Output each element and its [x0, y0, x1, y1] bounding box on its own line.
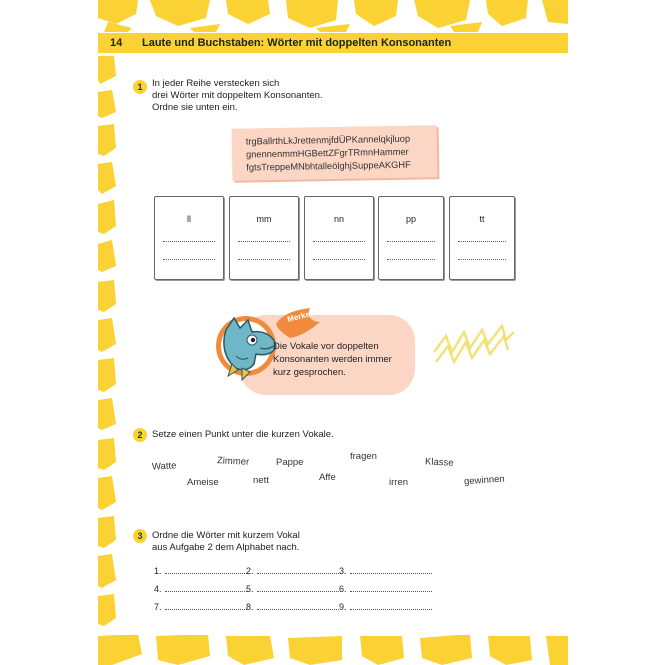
letter-row: gnennenmmHGBettZFgrTRmnHammer [245, 146, 409, 160]
word-ameise[interactable]: Ameise [187, 477, 219, 488]
answer-line[interactable] [387, 259, 435, 260]
answer-line[interactable] [257, 583, 339, 592]
card-label: nn [333, 214, 344, 224]
answer-row-5[interactable] [246, 583, 339, 594]
card-label: mm [256, 214, 272, 224]
task-1-line: In jeder Reihe verstecken sich [152, 78, 280, 89]
card-label: tt [479, 214, 485, 224]
answer-line[interactable] [257, 601, 339, 610]
word-affe[interactable]: Affe [319, 472, 336, 483]
answer-line[interactable] [257, 565, 339, 574]
word-nett[interactable]: nett [253, 475, 269, 486]
letter-puzzle-box [232, 125, 438, 181]
answer-row-7[interactable] [154, 601, 247, 612]
page-header [98, 33, 568, 53]
answer-line[interactable] [163, 259, 215, 260]
merke-label: Merke! [286, 309, 314, 324]
task-3-instruction [152, 530, 412, 554]
word-card-pp [378, 196, 444, 280]
card-label: ll [187, 214, 191, 224]
word-gewinnen[interactable]: gewinnen [463, 473, 506, 488]
item-number: 3. [339, 566, 347, 576]
word-zimmer[interactable]: Zimmer [216, 455, 250, 468]
answer-line[interactable] [350, 565, 432, 574]
task-1-instruction [152, 78, 372, 114]
page-number: 14 [110, 37, 123, 49]
answer-line[interactable] [458, 259, 506, 260]
letter-row: trgBallrthLkJrettenmjfdÜPKannelqkjluop [245, 133, 411, 147]
answer-line[interactable] [238, 259, 290, 260]
word-irren[interactable]: irren [389, 477, 409, 488]
answer-line[interactable] [313, 241, 365, 242]
zigzag-decoration-icon [432, 322, 516, 366]
letter-row: fgtsTreppeMNbhtalleölghjSuppeAKGHF [246, 159, 411, 173]
card-label: pp [405, 214, 416, 224]
answer-row-8[interactable] [246, 601, 339, 612]
task-3-line: aus Aufgabe 2 dem Alphabet nach. [152, 542, 300, 553]
answer-line[interactable] [165, 565, 247, 574]
answer-row-1[interactable] [154, 565, 247, 576]
answer-row-2[interactable] [246, 565, 339, 576]
task-1-line: Ordne sie unten ein. [152, 102, 238, 113]
page-title: Laute und Buchstaben: Wörter mit doppelten Konsonanten [142, 37, 452, 49]
item-number: 7. [154, 602, 162, 612]
answer-row-6[interactable] [339, 583, 432, 594]
task-3-number: 3 [133, 529, 147, 543]
answer-line[interactable] [163, 241, 215, 242]
answer-line[interactable] [238, 241, 290, 242]
answer-line[interactable] [458, 241, 506, 242]
word-card-tt [449, 196, 515, 280]
word-card-ll [154, 196, 224, 280]
item-number: 4. [154, 584, 162, 594]
item-number: 5. [246, 584, 254, 594]
item-number: 1. [154, 566, 162, 576]
task-1-line: drei Wörter mit doppeltem Konsonanten. [152, 90, 323, 101]
answer-row-4[interactable] [154, 583, 247, 594]
answer-line[interactable] [387, 241, 435, 242]
item-number: 9. [339, 602, 347, 612]
merke-line: Die Vokale vor doppelten [273, 341, 379, 352]
item-number: 8. [246, 602, 254, 612]
merke-line: kurz gesprochen. [273, 367, 346, 378]
task-1-number: 1 [133, 80, 147, 94]
item-number: 6. [339, 584, 347, 594]
merke-text [273, 340, 413, 379]
task-3-line: Ordne die Wörter mit kurzem Vokal [152, 530, 300, 541]
answer-line[interactable] [350, 601, 432, 610]
answer-line[interactable] [313, 259, 365, 260]
word-pappe[interactable]: Pappe [276, 457, 304, 468]
answer-line[interactable] [165, 583, 247, 592]
item-number: 2. [246, 566, 254, 576]
task-2-instruction: Setze einen Punkt unter die kurzen Vokale. [152, 429, 334, 440]
merke-line: Konsonanten werden immer [273, 354, 392, 365]
word-card-mm [229, 196, 299, 280]
word-klasse[interactable]: Klasse [424, 456, 454, 469]
answer-line[interactable] [350, 583, 432, 592]
word-card-nn [304, 196, 374, 280]
answer-line[interactable] [165, 601, 247, 610]
word-fragen[interactable]: fragen [350, 451, 377, 462]
word-watte[interactable]: Watte [151, 460, 177, 473]
answer-row-3[interactable] [339, 565, 432, 576]
answer-row-9[interactable] [339, 601, 432, 612]
task-2-number: 2 [133, 428, 147, 442]
